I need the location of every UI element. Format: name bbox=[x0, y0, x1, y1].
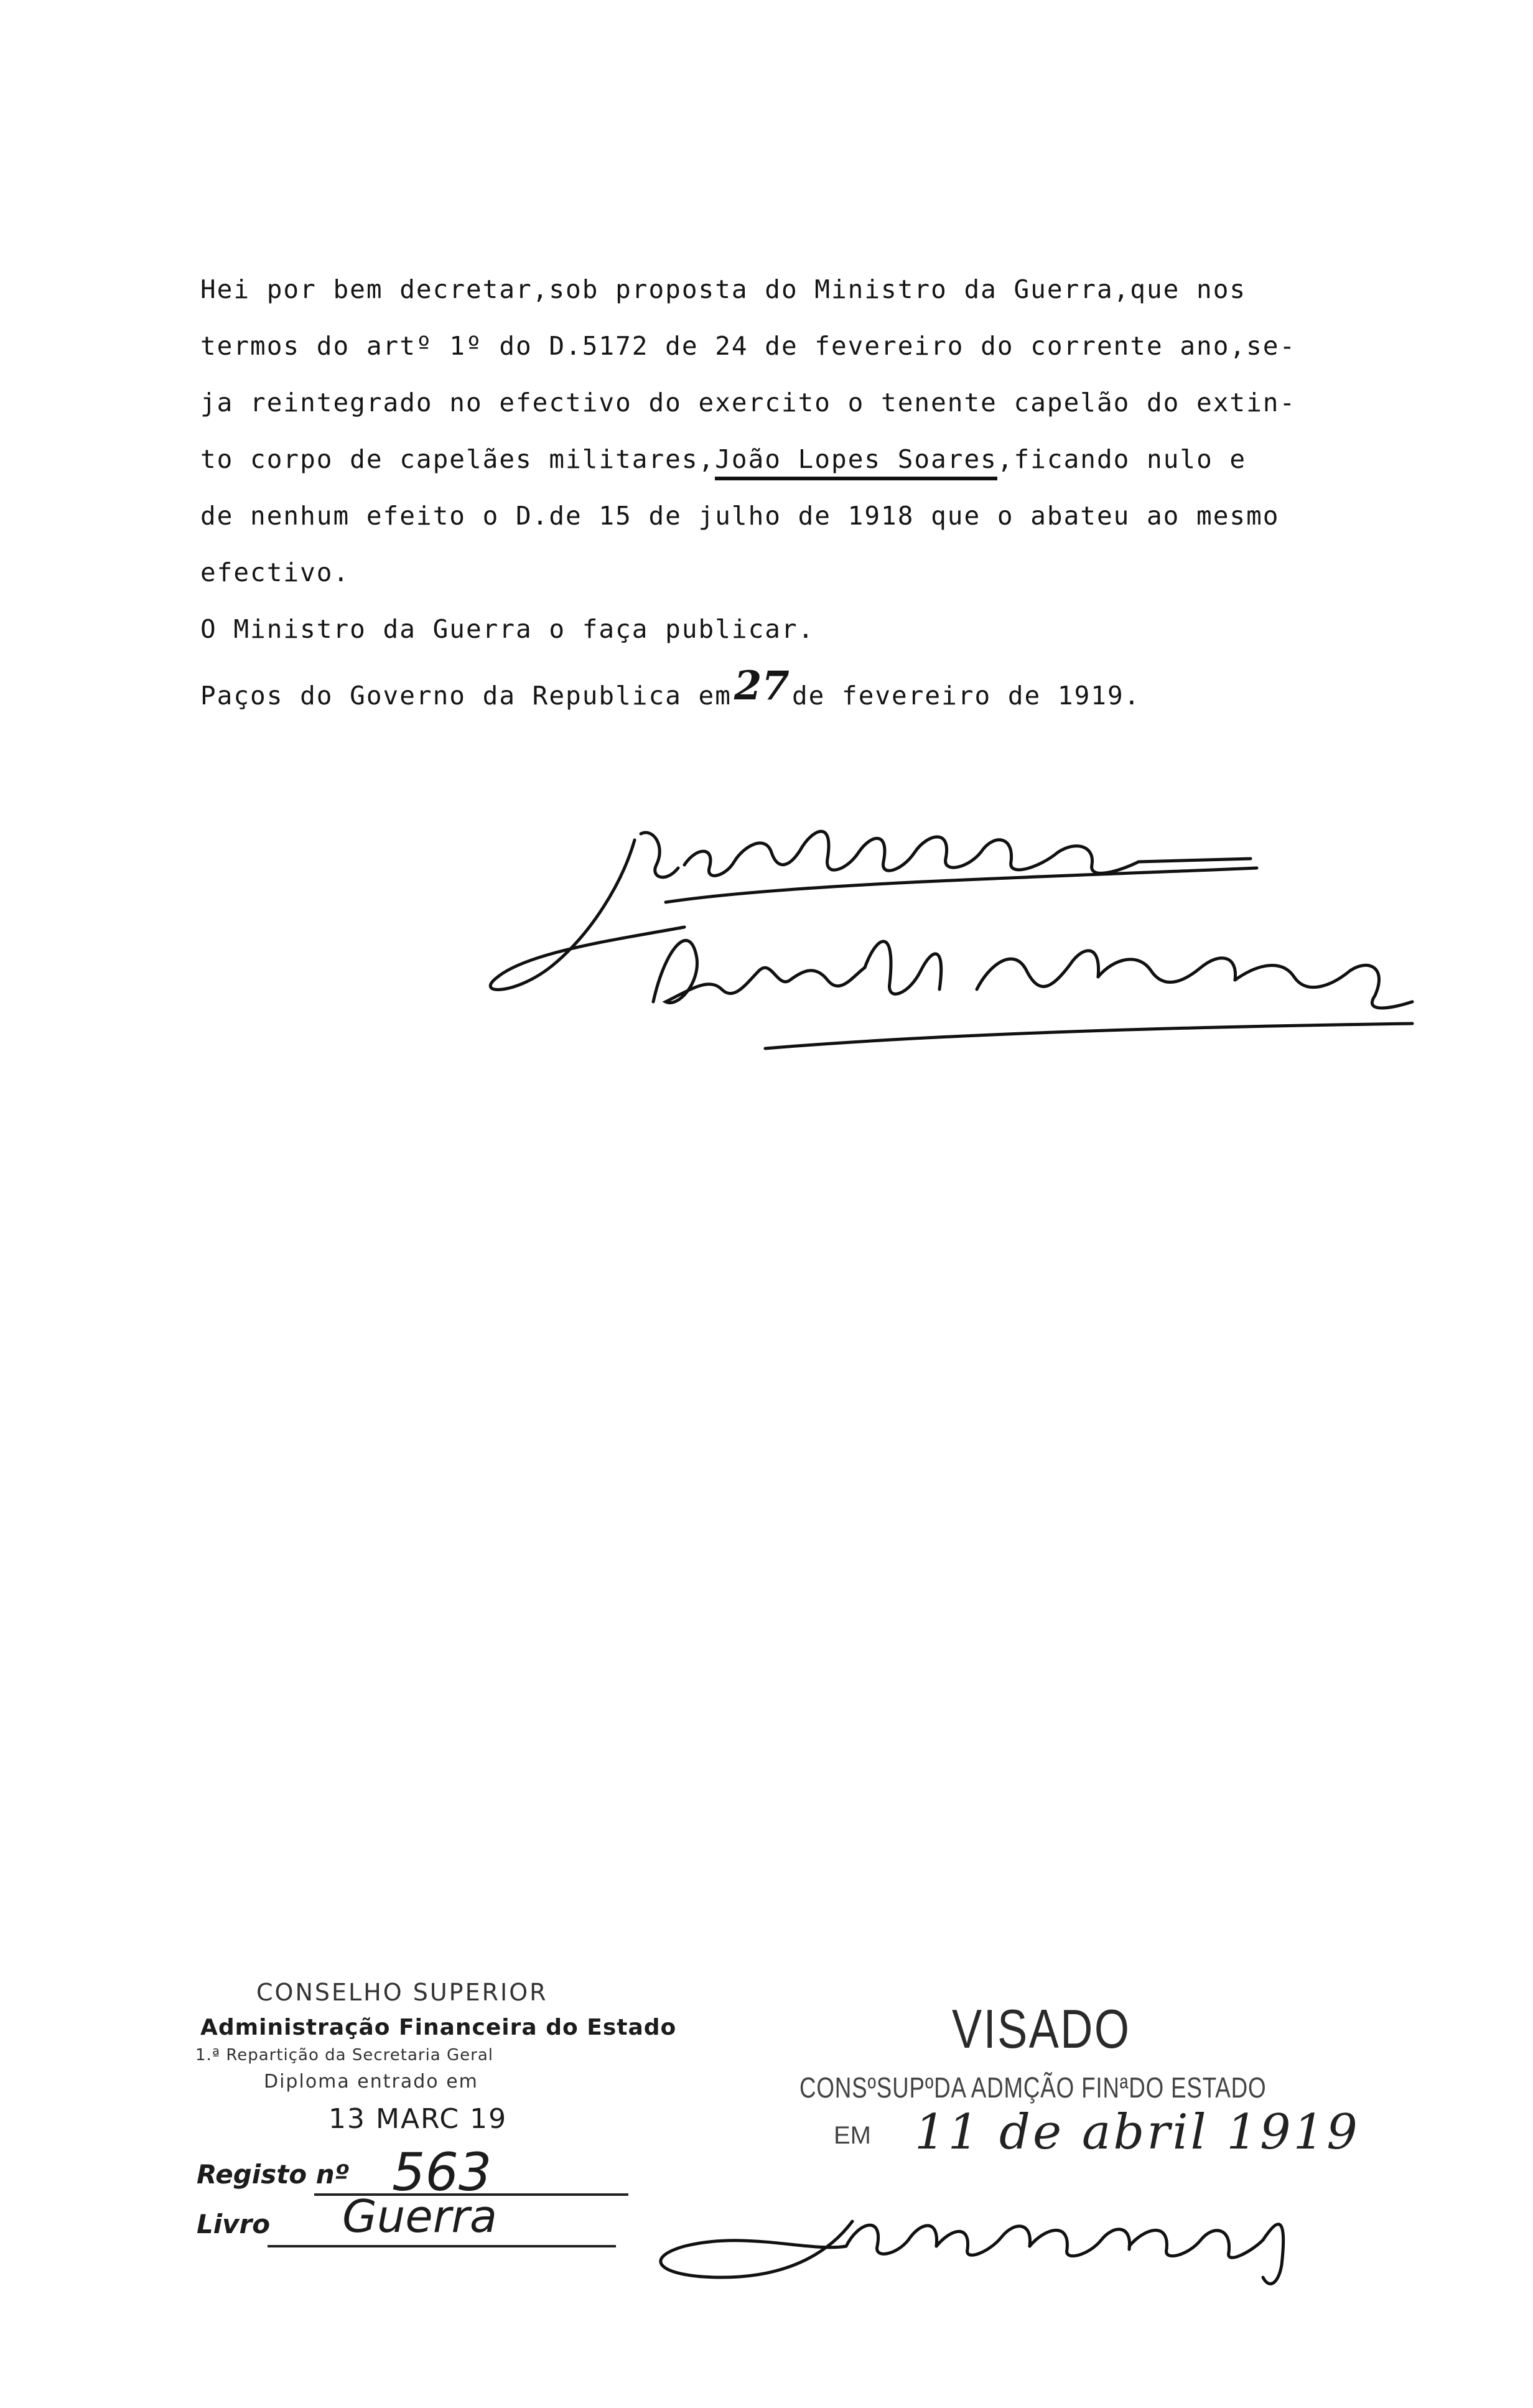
decree-line-5: de nenhum efeito o D.de 15 de julho de 1918 que o abateu ao mesmo bbox=[200, 501, 1280, 531]
decree-line-4-start: to corpo de capelães militares, bbox=[200, 444, 715, 474]
livro-value: Guerra bbox=[342, 2190, 498, 2242]
visado-title: VISADO bbox=[952, 1998, 1131, 2060]
stamp-council-title: CONSELHO SUPERIOR bbox=[256, 1979, 548, 2006]
decree-line-6: efectivo. bbox=[200, 558, 350, 587]
decree-line-4 bbox=[200, 431, 1445, 488]
visado-date: 11 de abril 1919 bbox=[915, 2104, 1360, 2160]
decree-line-1: Hei por bem decretar,sob proposta do Ministro da Guerra,que nos bbox=[200, 274, 1247, 304]
visado-em-label: EM bbox=[834, 2122, 871, 2149]
underlined-name: João Lopes Soares bbox=[715, 442, 997, 480]
decree-line-2: termos do artº 1º do D.5172 de 24 de fevereiro do corrente ano,se- bbox=[200, 331, 1297, 361]
decree-date-end: de fevereiro de 1919. bbox=[791, 681, 1141, 711]
signature-minister-drawing bbox=[641, 908, 1425, 1070]
stamp-diploma-label: Diploma entrado em bbox=[264, 2071, 478, 2093]
signature-minister bbox=[641, 908, 1425, 1070]
stamp-visado bbox=[647, 1997, 1360, 2308]
livro-underline bbox=[268, 2245, 616, 2247]
decree-line-7: O Ministro da Guerra o faça publicar. bbox=[200, 614, 815, 644]
decree-text bbox=[200, 261, 1445, 714]
decree-line-8 bbox=[200, 658, 1445, 714]
stamp-entry-date: 13 MARC 19 bbox=[328, 2103, 508, 2135]
registo-number: 563 bbox=[392, 2142, 492, 2203]
decree-line-4-end: ,ficando nulo e bbox=[997, 444, 1247, 474]
visado-signature bbox=[647, 2184, 1344, 2308]
livro-label: Livro bbox=[197, 2209, 271, 2239]
decree-line-3: ja reintegrado no efectivo do exercito o tenente capelão do extin- bbox=[200, 388, 1297, 418]
handwritten-day: 27 bbox=[734, 663, 790, 709]
stamp-registration bbox=[187, 1979, 677, 2277]
decree-date-start: Paços do Governo da Republica em bbox=[200, 681, 732, 711]
stamp-repartition: 1.ª Repartição da Secretaria Geral bbox=[195, 2046, 493, 2065]
visado-council: CONSºSUPºDA ADMÇÃO FINªDO ESTADO bbox=[799, 2071, 1267, 2104]
stamp-admin-title: Administração Financeira do Estado bbox=[200, 2015, 677, 2040]
registo-label: Registo nº bbox=[197, 2159, 350, 2190]
